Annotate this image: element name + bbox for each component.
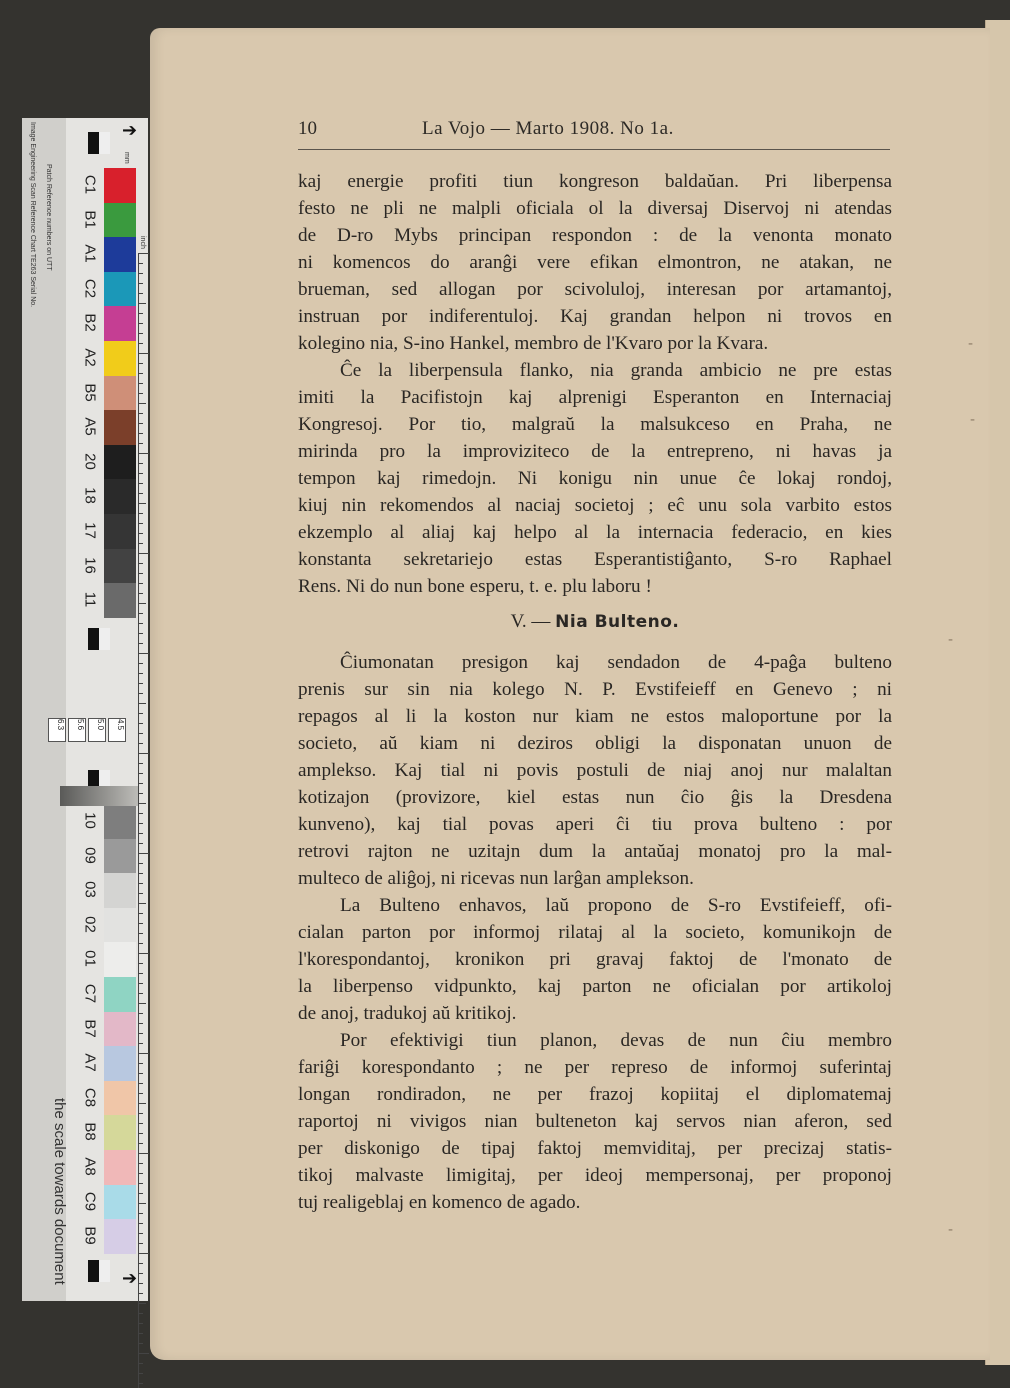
ruler-tick: [139, 1103, 146, 1104]
swatch-label: 18: [81, 487, 99, 505]
arrow-bottom-icon: ➔: [122, 1268, 138, 1289]
arrow-top-icon: ➔: [122, 120, 138, 141]
text-line: kotizajon (provizore, kiel estas nun ĉio ĝis la Dresdena: [298, 787, 892, 808]
text-line: cialan parton por informoj rilataj al la societo, komunikojn de: [298, 922, 892, 943]
ruler-tick: [139, 993, 143, 994]
ruler-tick: [139, 1233, 143, 1234]
ruler-tick: [139, 973, 143, 974]
scale-label: 5.6: [68, 718, 86, 742]
checker-patch-mid1: [88, 628, 110, 650]
text-line: Kongresoj. Por tio, malgraŭ la malsukceso en Praha, ne: [298, 414, 892, 435]
ruler-tick: [139, 303, 146, 304]
text-line: kolegino nia, S-ino Hankel, membro de l'Kvaro por la Kvara.: [298, 333, 769, 354]
text-line: kaj energie profiti tiun kongreson baldaŭan. Pri liberpensa: [298, 171, 892, 192]
scale-label: 6.3: [48, 718, 66, 742]
color-swatch: [104, 908, 136, 943]
ruler-tick: [139, 1123, 143, 1124]
ruler: [138, 253, 157, 1388]
ruler-tick: [139, 513, 143, 514]
text-line: Por efektivigi tiun planon, devas de nun ĉiu membro: [340, 1030, 892, 1051]
ruler-tick: [139, 1383, 143, 1384]
ruler-tick: [139, 1003, 146, 1004]
color-swatch: [104, 583, 136, 618]
ruler-tick: [139, 523, 143, 524]
color-swatch: [104, 1185, 136, 1220]
swatch-label: C7: [81, 983, 99, 1004]
ruler-tick: [139, 763, 143, 764]
ruler-tick: [139, 253, 149, 254]
ruler-tick: [139, 843, 143, 844]
ruler-tick: [139, 1203, 146, 1204]
ruler-tick: [139, 663, 143, 664]
color-swatch: [104, 1219, 136, 1254]
ruler-tick: [139, 283, 143, 284]
checker-patch-top: [88, 132, 110, 154]
ruler-tick: [139, 383, 143, 384]
text-line: kiuj nin rekomendos al naciaj societoj ; eĉ unu sola varbito estos: [298, 495, 892, 516]
color-swatch: [104, 376, 136, 411]
text-line: la liberpenso vidpunkto, kaj parton ne oficialan por artikoloj: [298, 976, 892, 997]
ruler-tick: [139, 863, 143, 864]
text-line: retrovi rajton ne uzitajn dum la antaŭaj monatoj pro la mal-: [298, 841, 892, 862]
text-line: societo, aŭ kiam ni deziros obligi la disponatan unuon de: [298, 733, 892, 754]
swatch-label: B8: [81, 1122, 99, 1142]
ruler-tick: [139, 443, 143, 444]
text-line: amplekso. Kaj tial ni povis postuli de niaj anoj nur malaltan: [298, 760, 892, 781]
ruler-tick: [139, 603, 146, 604]
ruler-tick: [139, 873, 143, 874]
text-line: mirinda pro la improviziteco de la entrepreno, ni havas ja: [298, 441, 892, 462]
ruler-tick: [139, 493, 143, 494]
paragraph-4: [298, 892, 892, 1027]
paragraph-5: [298, 1027, 892, 1216]
ruler-tick: [139, 433, 143, 434]
ruler-tick: [139, 803, 146, 804]
text-line: Ĉe la liberpensula flanko, nia granda ambicio ne pre estas: [340, 360, 892, 381]
text-line: repagos al li la koston nur kiam ne estos maloportune por la: [298, 706, 892, 727]
ruler-tick: [139, 813, 143, 814]
paragraph-3: [298, 649, 892, 892]
text-line: per diskonigo de tipaj faktoj memviditaj, per precizaj statis-: [298, 1138, 892, 1159]
ruler-tick: [139, 353, 149, 354]
ruler-tick: [139, 463, 143, 464]
ruler-tick: [139, 623, 143, 624]
text-line: kunveno), kaj tial povas aperi ĉi tiu prova bulteno : por: [298, 814, 892, 835]
page-number: 10: [298, 118, 317, 139]
ruler-tick: [139, 613, 143, 614]
checker-patch-bottom: [88, 1260, 110, 1282]
ruler-tick: [139, 393, 143, 394]
ruler-tick: [139, 723, 143, 724]
ruler-tick: [139, 1333, 143, 1334]
ruler-tick: [139, 373, 143, 374]
text-line: de D-ro Mybs principan respondon : de la venonta monato: [298, 225, 892, 246]
resolution-scale: [60, 786, 138, 828]
ruler-tick: [139, 1313, 143, 1314]
color-swatch: [104, 1150, 136, 1185]
swatch-label: 20: [81, 452, 99, 470]
ruler-tick: [139, 1063, 143, 1064]
margin-mark: -: [970, 412, 976, 428]
ruler-tick: [139, 713, 143, 714]
swatch-label: 02: [81, 915, 99, 933]
card-bottom-text: the scale towards document: [51, 1098, 68, 1285]
calibration-card: [22, 118, 148, 1301]
ruler-tick: [139, 1183, 143, 1184]
ruler-tick: [139, 893, 143, 894]
ruler-tick: [139, 653, 149, 654]
ruler-tick: [139, 263, 143, 264]
ruler-tick: [139, 533, 143, 534]
swatch-label: 16: [81, 556, 99, 574]
ruler-tick: [139, 793, 143, 794]
section-number: V. —: [510, 611, 551, 632]
ruler-tick: [139, 1283, 143, 1284]
ruler-tick: [139, 323, 143, 324]
margin-mark: -: [968, 336, 974, 352]
ruler-tick: [139, 1133, 143, 1134]
ruler-tick: [139, 743, 143, 744]
ruler-tick: [139, 673, 143, 674]
ruler-tick: [139, 553, 149, 554]
text-line: tikoj malvaste limigitaj, per ideoj mempersonaj, per proponoj: [298, 1165, 892, 1186]
ruler-tick: [139, 1263, 143, 1264]
color-swatch: [104, 341, 136, 376]
ruler-tick: [139, 1343, 143, 1344]
text-line: longan rondiradon, ne per frazoj kopiitaj el diplomatemaj: [298, 1084, 892, 1105]
ruler-tick: [139, 783, 143, 784]
color-swatch: [104, 237, 136, 272]
card-maker-line: Image Engineering Scan Reference Chart TE263 Serial No.: [29, 122, 36, 308]
ruler-tick: [139, 1013, 143, 1014]
swatch-label: A1: [81, 244, 99, 263]
card-patch-line: Patch Reference numbers on UTT: [45, 164, 52, 271]
swatch-label: A8: [81, 1157, 99, 1176]
ruler-tick: [139, 343, 143, 344]
color-swatch: [104, 1046, 136, 1081]
ruler-tick: [139, 703, 146, 704]
ruler-tick: [139, 583, 143, 584]
color-swatch: [104, 479, 136, 514]
swatch-label: A5: [81, 417, 99, 436]
swatch-label: 03: [81, 881, 99, 899]
ruler-tick: [139, 1323, 143, 1324]
color-swatch: [104, 410, 136, 445]
ruler-tick: [139, 883, 143, 884]
swatch-label: 10: [81, 812, 99, 829]
swatch-label: C8: [81, 1087, 99, 1107]
running-title: La Vojo — Marto 1908. No 1a.: [422, 118, 674, 139]
unit-mm: mm: [123, 152, 130, 164]
unit-inch: inch: [139, 236, 146, 249]
ruler-tick: [139, 943, 143, 944]
ruler-tick: [139, 913, 143, 914]
color-swatch: [104, 1081, 136, 1116]
text-line: prenis sur sin nia kolego N. P. Evstifeieff en Genevo ; ni: [298, 679, 892, 700]
color-swatch: [104, 514, 136, 549]
swatch-label: C9: [81, 1191, 99, 1211]
ruler-tick: [139, 1143, 143, 1144]
text-line: fariĝi korespondanto ; ne per represo de informoj suferintaj: [298, 1057, 892, 1078]
color-swatch: [104, 977, 136, 1012]
swatch-label: B2: [81, 313, 99, 333]
paragraph-1: [298, 168, 892, 357]
section-title: Nia Bulteno.: [555, 612, 680, 632]
scale-label: 5.0: [88, 718, 106, 742]
margin-mark: -: [948, 632, 954, 648]
ruler-tick: [139, 643, 143, 644]
ruler-tick: [139, 693, 143, 694]
ruler-tick: [139, 1023, 143, 1024]
swatch-label: B1: [81, 209, 99, 229]
ruler-tick: [139, 1353, 149, 1354]
header-rule: [298, 149, 890, 150]
text-line: multeco de aliĝoj, ni ricevas nun larĝan amplekson.: [298, 868, 694, 889]
ruler-tick: [139, 683, 143, 684]
ruler-tick: [139, 963, 143, 964]
color-swatch: [104, 272, 136, 307]
ruler-tick: [139, 903, 146, 904]
color-swatch: [104, 203, 136, 238]
ruler-tick: [139, 543, 143, 544]
ruler-tick: [139, 1273, 143, 1274]
paragraph-2: [298, 357, 892, 600]
ruler-tick: [139, 563, 143, 564]
color-swatch: [104, 1115, 136, 1150]
text-line: La Bulteno enhavos, laŭ propono de S-ro Evstifeieff, ofi-: [340, 895, 892, 916]
swatch-label: A2: [81, 348, 99, 367]
color-swatch: [104, 942, 136, 977]
ruler-tick: [139, 333, 143, 334]
text-line: ekzemplo al aliaj kaj helpo al la internacia federacio, en kies: [298, 522, 892, 543]
ruler-tick: [139, 273, 143, 274]
body-text: [298, 168, 892, 1216]
ruler-tick: [139, 1163, 143, 1164]
color-swatch: [104, 306, 136, 341]
text-line: Rens. Ni do nun bone esperu, t. e. plu laboru !: [298, 576, 652, 597]
ruler-tick: [139, 1053, 149, 1054]
text-line: konstanta sekretariejo estas Esperantistiĝanto, S-ro Raphael: [298, 549, 892, 570]
ruler-tick: [139, 1113, 143, 1114]
text-line: tuj realigeblaj en komenco de agado.: [298, 1192, 581, 1213]
ruler-tick: [139, 753, 149, 754]
ruler-tick: [139, 313, 143, 314]
swatch-label: B9: [81, 1226, 99, 1245]
ruler-tick: [139, 1213, 143, 1214]
ruler-tick: [139, 833, 143, 834]
ruler-tick: [139, 1083, 143, 1084]
ruler-tick: [139, 733, 143, 734]
ruler-tick: [139, 293, 143, 294]
text-line: Ĉiumonatan presigon kaj sendadon de 4-paĝa bulteno: [340, 652, 892, 673]
ruler-tick: [139, 1303, 146, 1304]
ruler-tick: [139, 1193, 143, 1194]
ruler-tick: [139, 1363, 143, 1364]
text-line: imiti la Pacifistojn kaj alprenigi Esperanton en Internaciaj: [298, 387, 892, 408]
color-swatch: [104, 168, 136, 203]
ruler-tick: [139, 1043, 143, 1044]
ruler-tick: [139, 1293, 143, 1294]
swatch-label: 01: [81, 950, 99, 968]
ruler-tick: [139, 933, 143, 934]
swatch-label: C1: [81, 174, 99, 195]
ruler-tick: [139, 1093, 143, 1094]
ruler-tick: [139, 1373, 143, 1374]
ruler-tick: [139, 363, 143, 364]
ruler-tick: [139, 633, 143, 634]
color-swatch: [104, 839, 136, 874]
ruler-tick: [139, 593, 143, 594]
ruler-tick: [139, 1173, 143, 1174]
ruler-tick: [139, 483, 143, 484]
ruler-tick: [139, 1153, 149, 1154]
ruler-tick: [139, 1243, 143, 1244]
ruler-tick: [139, 573, 143, 574]
text-line: festo ne pli ne malpli oficiala ol la diversaj Diservoj ni atendas: [298, 198, 892, 219]
text-line: raportoj ni vivigos nian bulteneton kaj servos nian aferon, sed: [298, 1111, 892, 1132]
text-line: brueman, sed allogan por scivoluloj, interesan por artamantoj,: [298, 279, 892, 300]
swatch-label: 09: [81, 846, 99, 864]
color-swatch: [104, 445, 136, 480]
margin-mark: -: [948, 1222, 954, 1238]
ruler-tick: [139, 1073, 143, 1074]
swatch-label: 17: [81, 522, 99, 539]
ruler-tick: [139, 953, 149, 954]
running-header: [298, 116, 890, 150]
text-line: ni komencos do aranĝi vere efikan elmontron, ne atakan, ne: [298, 252, 892, 273]
color-swatch: [104, 873, 136, 908]
section-heading: [298, 608, 892, 635]
ruler-tick: [139, 423, 143, 424]
scale-label: 4.5: [108, 718, 126, 742]
ruler-tick: [139, 1223, 143, 1224]
swatch-label: B7: [81, 1018, 99, 1038]
color-swatch: [104, 1012, 136, 1047]
ruler-tick: [139, 823, 143, 824]
ruler-tick: [139, 773, 143, 774]
ruler-tick: [139, 413, 143, 414]
swatch-label: A7: [81, 1053, 99, 1072]
swatch-label: B5: [81, 382, 99, 402]
ruler-tick: [139, 453, 149, 454]
text-line: de anoj, tradukoj aŭ kritikoj.: [298, 1003, 517, 1024]
ruler-tick: [139, 1033, 143, 1034]
ruler-tick: [139, 853, 149, 854]
ruler-tick: [139, 503, 146, 504]
swatch-label: 11: [81, 591, 99, 608]
text-line: instruan por indiferentuloj. Kaj grandan helpon ni trovos en: [298, 306, 892, 327]
ruler-tick: [139, 403, 146, 404]
ruler-tick: [139, 1253, 149, 1254]
text-line: l'korespondantoj, kronikon pri gravaj faktoj de l'monato de: [298, 949, 892, 970]
color-swatch: [104, 549, 136, 584]
ruler-tick: [139, 473, 143, 474]
swatch-label: C2: [81, 278, 99, 298]
text-line: tempon kaj rimedojn. Ni konigu nin unue ĉe lokaj rondoj,: [298, 468, 892, 489]
ruler-tick: [139, 983, 143, 984]
ruler-tick: [139, 923, 143, 924]
